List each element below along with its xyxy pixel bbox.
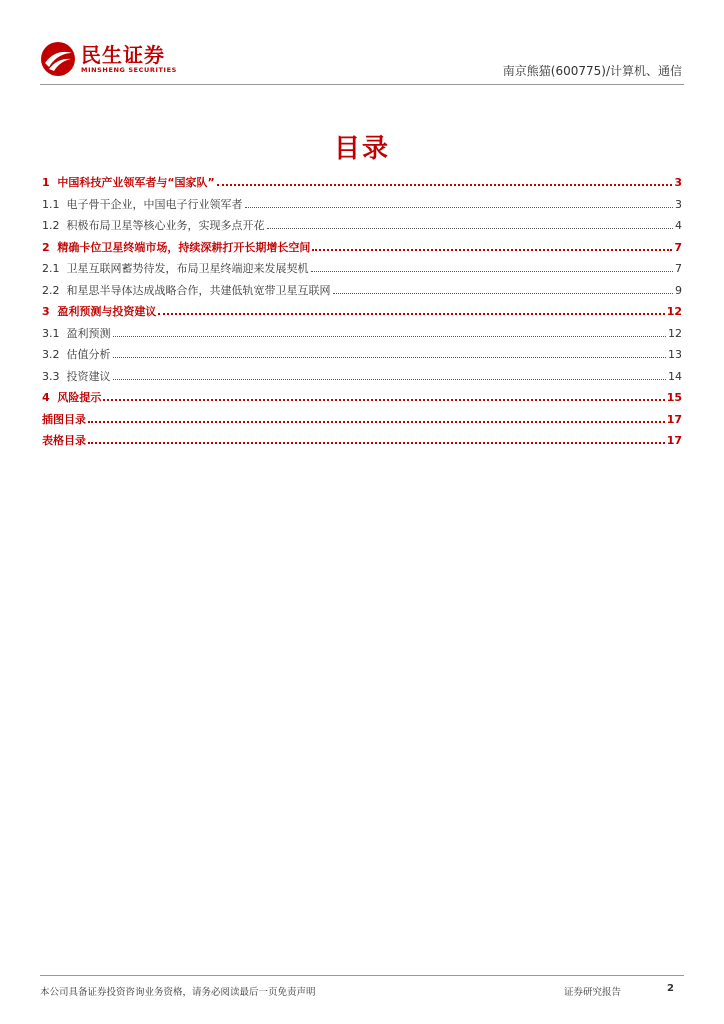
toc-entry-page: 17 bbox=[666, 412, 682, 426]
toc-entry-number: 1.2 bbox=[42, 219, 67, 232]
toc-entry-page: 14 bbox=[668, 369, 682, 383]
toc-dot-leader bbox=[333, 293, 674, 294]
toc-entry-title: 盈利预测与投资建议 bbox=[57, 305, 157, 318]
toc-entry-title: 盈利预测 bbox=[66, 326, 111, 340]
toc-entry-page: 12 bbox=[666, 305, 682, 318]
toc-dot-leader bbox=[113, 379, 667, 380]
toc-entry-title: 卫星互联网蓄势待发，布局卫星终端迎来发展契机 bbox=[66, 262, 309, 275]
toc-entry[interactable] bbox=[42, 344, 682, 366]
toc-entry[interactable] bbox=[42, 258, 682, 280]
page-title: 目录 bbox=[333, 134, 390, 164]
toc-entry-title: 积极布局卫星等核心业务，实现多点开花 bbox=[66, 219, 265, 232]
toc-entry-number: 3.2 bbox=[42, 348, 67, 361]
footer-disclaimer: 本公司具备证券投资咨询业务资格，请务必阅读最后一页免责声明 bbox=[40, 987, 316, 998]
header-divider bbox=[40, 84, 684, 85]
minsheng-logo-icon bbox=[40, 41, 76, 77]
toc-entry-page: 4 bbox=[675, 219, 682, 232]
toc-entry-number: 2 bbox=[42, 240, 58, 254]
logo-english-name: MINSHENG SECURITIES bbox=[81, 65, 177, 74]
toc-entry[interactable] bbox=[42, 409, 682, 431]
toc-dot-leader bbox=[217, 184, 673, 186]
toc-dot-leader bbox=[312, 249, 672, 251]
toc-entry-title: 电子骨干企业，中国电子行业领军者 bbox=[66, 197, 243, 211]
report-tag: 南京熊猫(600775)/计算机、通信 bbox=[502, 64, 682, 78]
toc-entry[interactable] bbox=[42, 215, 682, 237]
toc-entry-title: 中国科技产业领军者与“国家队” bbox=[57, 176, 215, 189]
toc-dot-leader bbox=[103, 399, 664, 401]
toc-entry-title: 估值分析 bbox=[66, 348, 111, 361]
table-of-contents bbox=[42, 172, 682, 452]
toc-dot-leader bbox=[88, 442, 665, 444]
toc-dot-leader bbox=[158, 313, 664, 315]
toc-dot-leader bbox=[267, 228, 674, 229]
toc-entry-page: 3 bbox=[674, 176, 682, 189]
toc-entry-page: 7 bbox=[674, 240, 682, 254]
toc-entry-number: 4 bbox=[42, 391, 58, 404]
toc-entry-title: 风险提示 bbox=[57, 391, 102, 404]
toc-entry-page: 12 bbox=[668, 326, 682, 340]
toc-entry[interactable] bbox=[42, 194, 682, 216]
toc-entry-page: 13 bbox=[668, 348, 682, 361]
toc-entry-number: 1.1 bbox=[42, 197, 67, 211]
toc-entry-title: 和星思半导体达成战略合作，共建低轨宽带卫星互联网 bbox=[66, 283, 331, 297]
toc-dot-leader bbox=[311, 271, 674, 272]
toc-entry-page: 17 bbox=[666, 434, 682, 447]
page-number: 2 bbox=[667, 983, 674, 994]
toc-entry[interactable] bbox=[42, 280, 682, 302]
toc-entry-number: 2.1 bbox=[42, 262, 67, 275]
toc-entry-page: 7 bbox=[675, 262, 682, 275]
toc-dot-leader bbox=[245, 207, 674, 208]
toc-entry-title: 插图目录 bbox=[42, 412, 86, 426]
toc-entry-number: 3.1 bbox=[42, 326, 67, 340]
footer-divider bbox=[40, 975, 684, 976]
toc-entry[interactable] bbox=[42, 366, 682, 388]
toc-entry-page: 3 bbox=[675, 197, 682, 211]
toc-entry[interactable] bbox=[42, 387, 682, 409]
minsheng-logo bbox=[40, 41, 177, 77]
toc-entry-number: 3 bbox=[42, 305, 58, 318]
footer-doc-type: 证券研究报告 bbox=[564, 987, 622, 998]
logo-chinese-name: 民生证券 bbox=[81, 42, 165, 67]
toc-entry-page: 9 bbox=[675, 283, 682, 297]
toc-entry-number: 1 bbox=[42, 176, 58, 189]
toc-entry[interactable] bbox=[42, 323, 682, 345]
toc-entry[interactable] bbox=[42, 301, 682, 323]
toc-entry[interactable] bbox=[42, 237, 682, 259]
toc-entry[interactable] bbox=[42, 430, 682, 452]
toc-dot-leader bbox=[113, 336, 667, 337]
toc-dot-leader bbox=[88, 421, 665, 423]
toc-entry-title: 精确卡位卫星终端市场，持续深耕打开长期增长空间 bbox=[57, 240, 311, 254]
toc-entry-page: 15 bbox=[666, 391, 682, 404]
toc-dot-leader bbox=[113, 357, 667, 358]
toc-entry-title: 投资建议 bbox=[66, 369, 111, 383]
toc-entry[interactable] bbox=[42, 172, 682, 194]
toc-entry-number: 2.2 bbox=[42, 283, 67, 297]
toc-entry-title: 表格目录 bbox=[42, 434, 86, 447]
toc-entry-number: 3.3 bbox=[42, 369, 67, 383]
